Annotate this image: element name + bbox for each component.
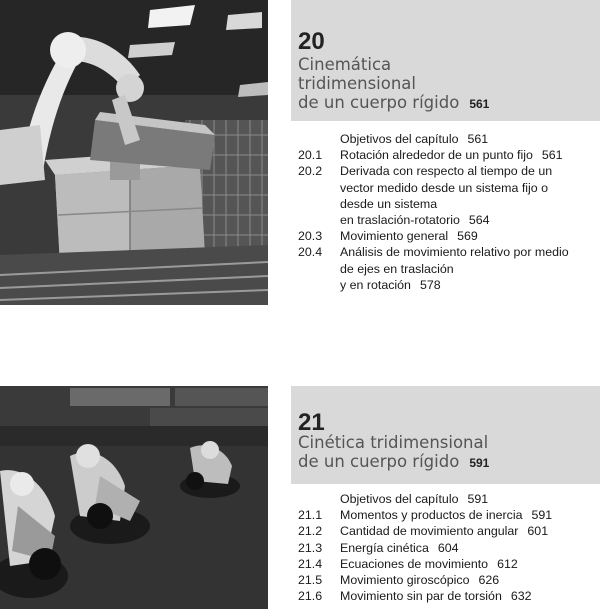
chapter-21-number: 21 — [298, 409, 325, 436]
toc-entry: 20.4 Análisis de movimiento relativo por medio de ejes en traslación y en rotación 578 — [298, 245, 569, 292]
toc-entry: 20.1 Rotación alrededor de un punto fijo 561 — [298, 148, 563, 163]
chapter-21-title: Cinética tridimensional de un cuerpo rígido 591 — [298, 433, 490, 471]
toc-entry: 21.6 Movimiento sin par de torsión 632 — [298, 589, 532, 604]
toc-entry: 21.3 Energía cinética 604 — [298, 540, 459, 555]
chapter-21-page: 591 — [469, 456, 490, 470]
toc-entry: 20.2 Derivada con respecto al tiempo de un vector medido desde un sistema fijo o desde un sistema en traslación-rotatorio 564 — [298, 164, 553, 228]
toc-entry: Objetivos del capítulo 591 — [340, 492, 489, 506]
toc-entry: 21.4 Ecuaciones de movimiento 612 — [298, 556, 518, 571]
chapter-21-toc — [298, 491, 598, 604]
chapter-20-number: 20 — [298, 28, 325, 55]
robot-arm-photo — [0, 0, 268, 305]
motorcycle-race-photo — [0, 386, 268, 609]
toc-entry: 21.5 Movimiento giroscópico 626 — [298, 573, 500, 588]
chapter-20-page: 561 — [469, 97, 490, 111]
chapter-20-title: Cinemática tridimensional de un cuerpo rígido 561 — [298, 55, 490, 112]
toc-entry: Objetivos del capítulo 561 — [340, 132, 489, 146]
toc-entry: 20.3 Movimiento general 569 — [298, 229, 478, 244]
toc-entry: 21.1 Momentos y productos de inercia 591 — [298, 508, 553, 523]
toc-entry: 21.2 Cantidad de movimiento angular 601 — [298, 524, 549, 539]
chapter-20-toc — [298, 131, 598, 293]
